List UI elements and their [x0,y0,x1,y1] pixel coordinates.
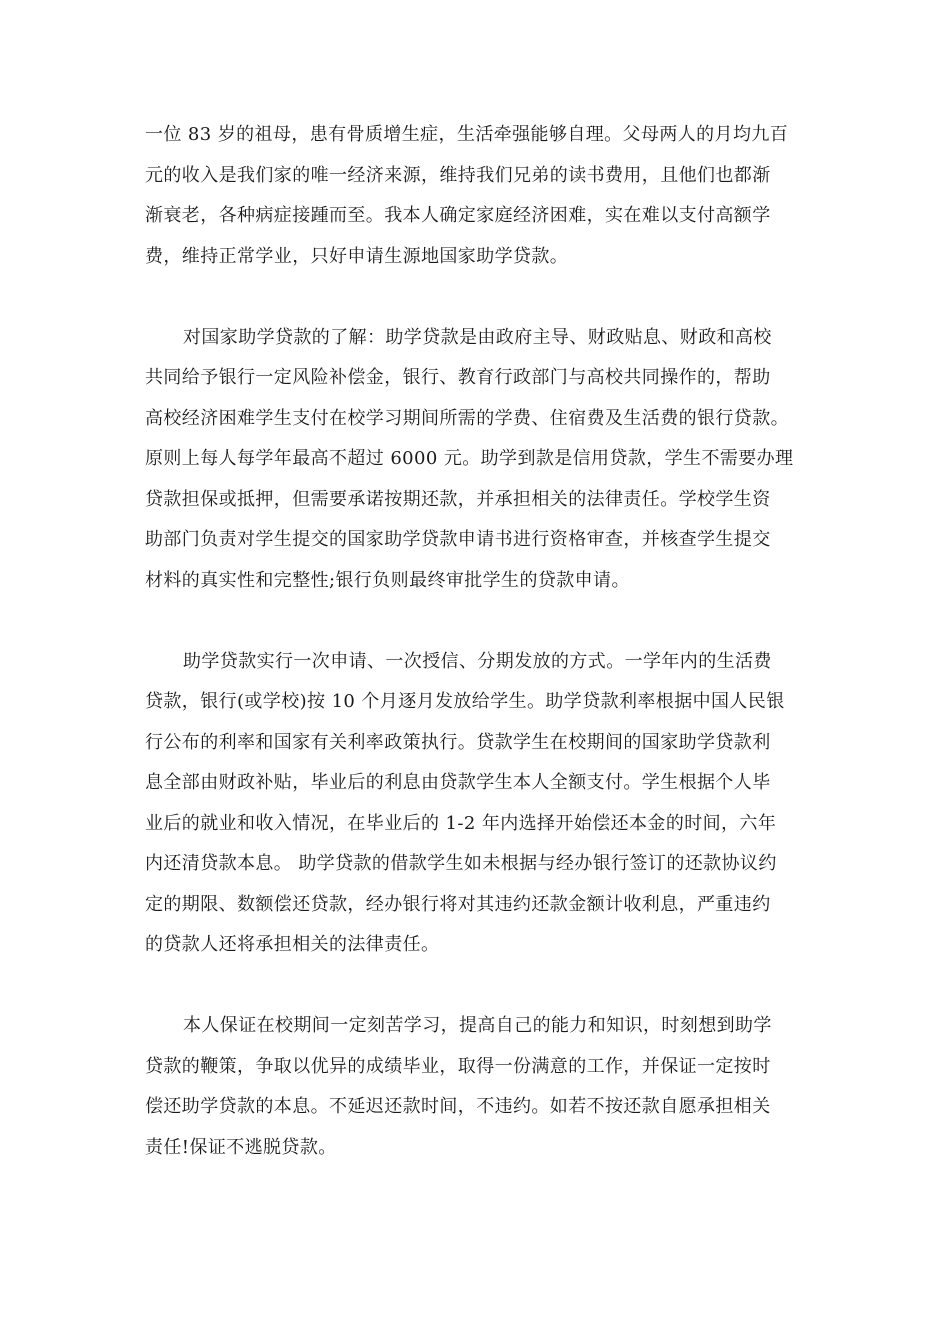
text-line: 对国家助学贷款的了解：助学贷款是由政府主导、财政贴息、财政和高校 [183,326,772,348]
text-line: 元的收入是我们家的唯一经济来源，维持我们兄弟的读书费用，且他们也都渐 [145,164,771,186]
text-line: 一位 83 岁的祖母，患有骨质增生症，生活牵强能够自理。父母两人的月均九百 [145,124,789,145]
paragraph-loan-terms [145,642,810,966]
paragraph-pledge [145,1006,810,1168]
text-line: 行公布的利率和国家有关利率政策执行。贷款学生在校期间的国家助学贷款利 [145,731,771,753]
text-line: 助部门负责对学生提交的国家助学贷款申请书进行资格审查，并核查学生提交 [145,529,771,550]
text-line: 高校经济困难学生支付在校学习期间所需的学费、住宿费及生活费的银行贷款。 [145,407,789,429]
text-line: 偿还助学贷款的本息。不延迟还款时间，不违约。如若不按还款自愿承担相关 [145,1096,771,1117]
paragraph-loan-understanding [145,318,810,602]
text-line: 共同给予银行一定风险补偿金，银行、教育行政部门与高校共同操作的，帮助 [145,367,771,388]
text-line: 的贷款人还将承担相关的法律责任。 [145,934,440,955]
text-line: 息全部由财政补贴，毕业后的利息由贷款学生本人全额支付。学生根据个人毕 [145,772,771,793]
text-line: 定的期限、数额偿还贷款，经办银行将对其违约还款金额计收利息，严重违约 [145,893,771,915]
text-line: 助学贷款实行一次申请、一次授信、分期发放的方式。一学年内的生活费 [183,650,772,672]
text-line: 内还清贷款本息。 助学贷款的借款学生如未根据与经办银行签订的还款协议约 [145,853,777,874]
text-line: 本人保证在校期间一定刻苦学习，提高自己的能力和知识，时刻想到助学 [183,1015,772,1036]
text-line: 责任!保证不逃脱贷款。 [145,1136,337,1158]
document-body [145,115,810,1168]
text-line: 贷款的鞭策，争取以优异的成绩毕业，取得一份满意的工作，并保证一定按时 [145,1055,771,1077]
paragraph-family-situation [145,115,810,277]
text-line: 贷款担保或抵押，但需要承诺按期还款，并承担相关的法律责任。学校学生资 [145,488,771,510]
text-line: 贷款，银行(或学校)按 10 个月逐月发放给学生。助学贷款利率根据中国人民银 [145,691,785,712]
text-line: 原则上每人每学年最高不超过 6000 元。助学到款是信用贷款，学生不需要办理 [145,448,794,469]
text-line: 渐衰老，各种病症接踵而至。我本人确定家庭经济困难，实在难以支付高额学 [145,205,771,226]
text-line: 材料的真实性和完整性;银行负则最终审批学生的贷款申请。 [145,569,630,591]
text-line: 费，维持正常学业，只好申请生源地国家助学贷款。 [145,245,569,267]
text-line: 业后的就业和收入情况，在毕业后的 1-2 年内选择开始偿还本金的时间，六年 [145,812,777,834]
